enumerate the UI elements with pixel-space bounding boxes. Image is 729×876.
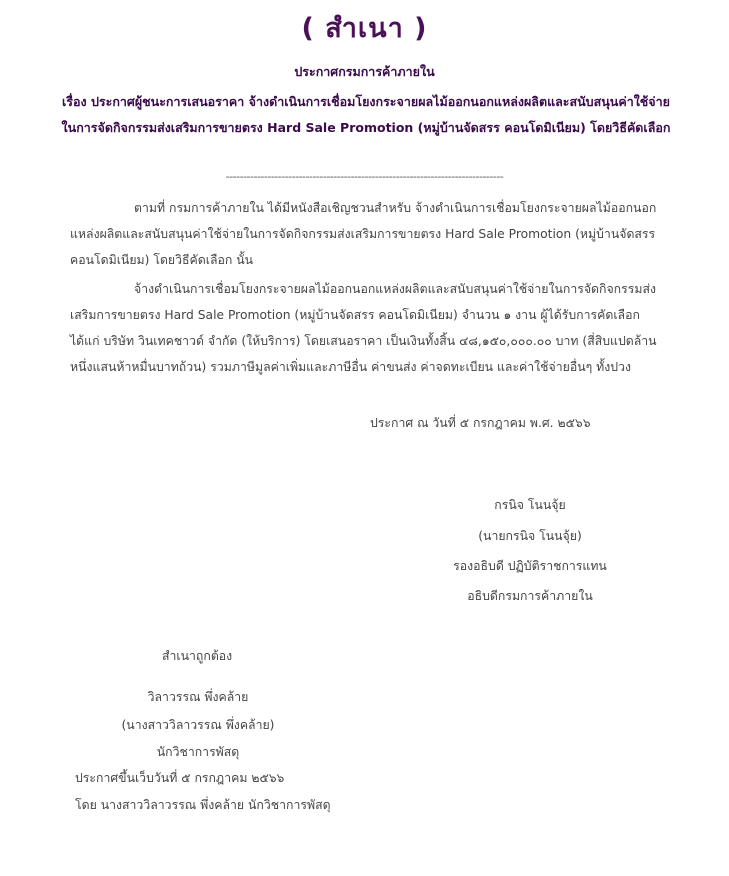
- certifier-signature: วิลาวรรณ พึ่งคล้าย: [147, 690, 249, 704]
- signatory-name: (นายกรนิจ โนนจุ้ย): [478, 529, 582, 543]
- web-posted-date: ประกาศขึ้นเว็บวันที่ ๕ กรกฎาคม ๒๕๖๖: [75, 771, 285, 785]
- subject-heading: เรื่อง ประกาศผู้ชนะการเสนอราคา จ้างดำเนินการเชื่อมโยงกระจายผลไม้ออกนอกแหล่งผลิตและสนับสนุนค่าใช้จ่ายในการจัดกิจกรรมส่งเสริมการขายตรง Hard Sale Promotion (หมู่บ้านจัดสรร คอนโดมิเนียม) โดยวิธีคัดเลือก: [61, 94, 671, 135]
- separator-line: --------------------------------------------------------------------------------: [225, 170, 504, 183]
- announce-date: ประกาศ ณ วันที่ ๕ กรกฎาคม พ.ศ. ๒๕๖๖: [370, 416, 591, 430]
- signatory-signature: กรนิจ โนนจุ้ย: [494, 498, 566, 512]
- issuer-heading: ประกาศกรมการค้าภายใน: [294, 64, 435, 79]
- paragraph-award: จ้างดำเนินการเชื่อมโยงกระจายผลไม้ออกนอกแหล่งผลิตและสนับสนุนค่าใช้จ่ายในการจัดกิจกรรมส่งเสริมการขายตรง Hard Sale Promotion (หมู่บ้านจัดสรร คอนโดมิเนียม) จำนวน ๑ งาน ผู้ได้รับการคัดเลือก ได้แก่ บริษัท วินเทคชาวด์ จำกัด (ให้บริการ) โดยเสนอราคา เป็นเงินทั้งสิ้น ๔๘,๑๕๐,๐๐๐.๐๐ บาท (สี่สิบแปดล้านหนึ่งแสนห้าหมื่นบาทถ้วน) รวมภาษีมูลค่าเพิ่มและภาษีอื่น ค่าขนส่ง ค่าจดทะเบียน และค่าใช้จ่ายอื่นๆ ทั้งปวง: [70, 282, 657, 374]
- certifier-position: นักวิชาการพัสดุ: [156, 745, 240, 759]
- paragraph-invitation: ตามที่ กรมการค้าภายใน ได้มีหนังสือเชิญชวนสำหรับ จ้างดำเนินการเชื่อมโยงกระจายผลไม้ออกนอกแหล่งผลิตและสนับสนุนค่าใช้จ่ายในการจัดกิจกรรมส่งเสริมการขายตรง Hard Sale Promotion (หมู่บ้านจัดสรร คอนโดมิเนียม) โดยวิธีคัดเลือก นั้น: [70, 201, 657, 267]
- certified-copy-label: สำเนาถูกต้อง: [162, 649, 233, 663]
- signatory-position-2: อธิบดีกรมการค้าภายใน: [467, 589, 593, 603]
- certifier-name: (นางสาววิลาวรรณ พึ่งคล้าย): [121, 718, 275, 732]
- posted-by: โดย นางสาววิลาวรรณ พึ่งคล้าย นักวิชาการพัสดุ: [75, 798, 331, 812]
- document-title: ( สำเนา ): [301, 13, 428, 44]
- signatory-position-1: รองอธิบดี ปฏิบัติราชการแทน: [453, 559, 607, 573]
